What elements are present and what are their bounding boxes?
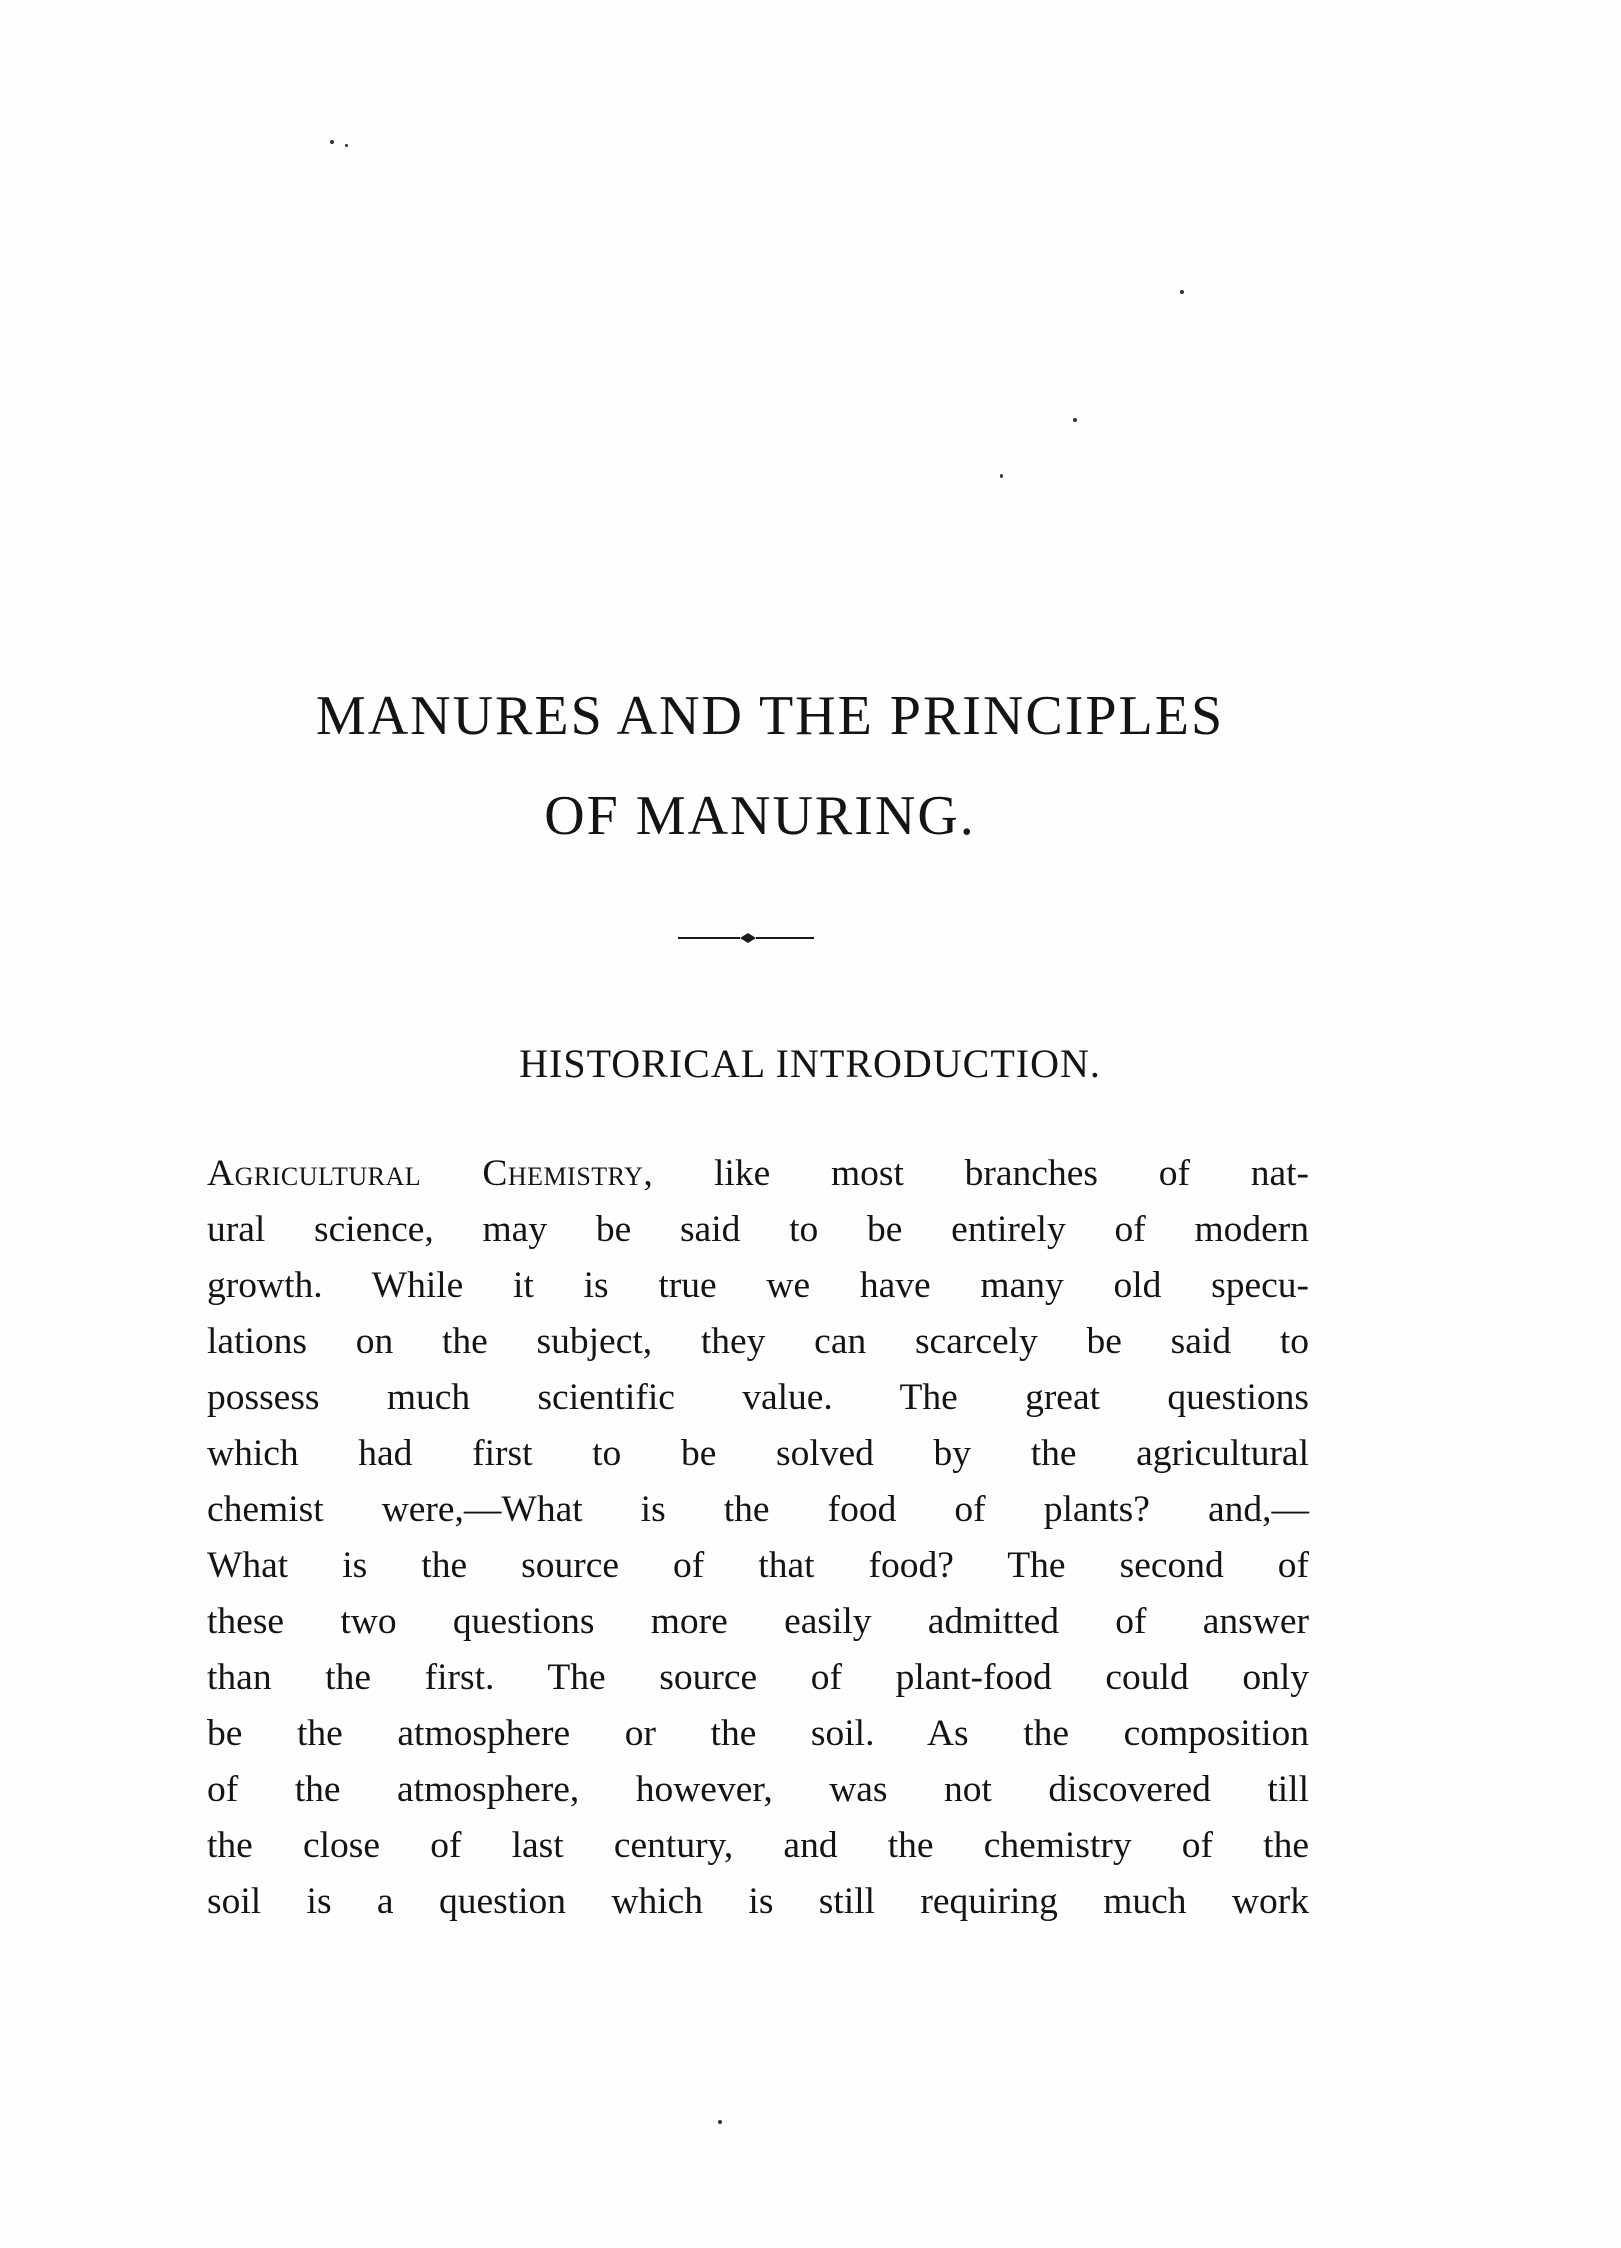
body-line: What is the source of that food? The second of	[207, 1545, 1309, 1586]
rule-with-diamond-ornament-icon	[676, 928, 816, 948]
print-speck	[1073, 418, 1077, 422]
body-line: growth. While it is true we have many old specu-	[207, 1265, 1309, 1306]
print-speck	[1000, 474, 1003, 478]
body-line: soil is a question which is still requiring much work	[207, 1881, 1309, 1922]
body-line: of the atmosphere, however, was not discovered till	[207, 1769, 1309, 1810]
page-title-line-2: OF MANURING.	[544, 785, 976, 847]
body-line: ural science, may be said to be entirely of modern	[207, 1209, 1309, 1250]
body-line: which had first to be solved by the agricultural	[207, 1433, 1309, 1474]
body-line: lations on the subject, they can scarcely be said to	[207, 1321, 1309, 1362]
body-line: be the atmosphere or the soil. As the composition	[207, 1713, 1309, 1754]
body-paragraph	[207, 1146, 1309, 1930]
section-heading: HISTORICAL INTRODUCTION.	[519, 1041, 1101, 1086]
print-speck	[345, 144, 348, 147]
print-speck	[330, 140, 334, 144]
print-speck	[718, 2120, 722, 2124]
body-line	[207, 1146, 1309, 1202]
body-line: the close of last century, and the chemistry of the	[207, 1825, 1309, 1866]
body-line-text: like most branches of nat-	[714, 1153, 1309, 1194]
body-line: than the first. The source of plant-food could only	[207, 1657, 1309, 1698]
page-title-line-1: MANURES AND THE PRINCIPLES	[315, 685, 1225, 747]
print-speck	[1180, 290, 1184, 294]
lead-in-small-caps: Agricultural Chemistry,	[207, 1153, 654, 1194]
body-line: chemist were,—What is the food of plants? and,—	[207, 1489, 1309, 1530]
body-line: these two questions more easily admitted of answer	[207, 1601, 1309, 1642]
body-line: possess much scientific value. The great questions	[207, 1377, 1309, 1418]
